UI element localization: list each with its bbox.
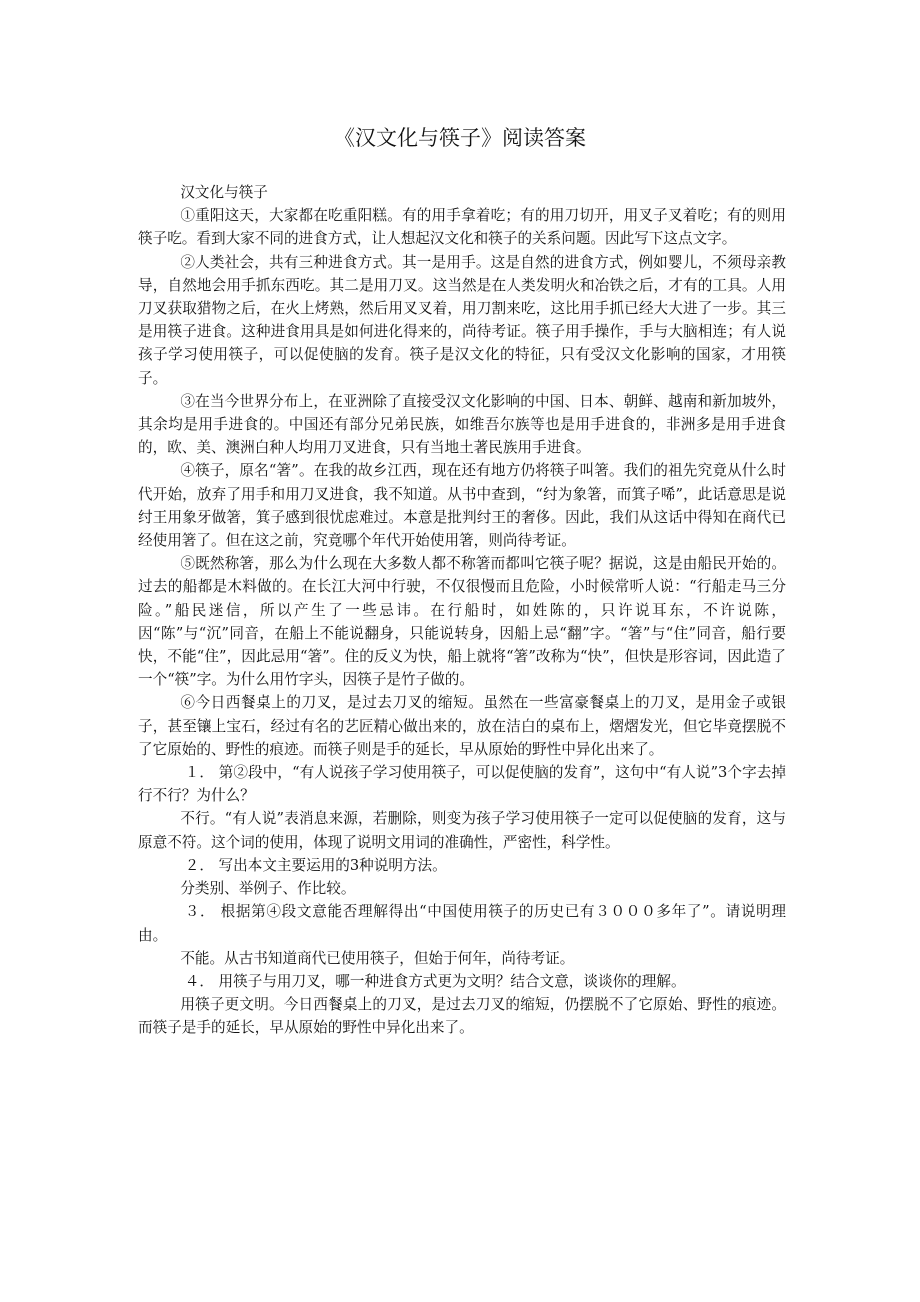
paragraph-5: ⑤既然称箸，那么为什么现在大多数人都不称箸而都叫它筷子呢？据说，这是由船民开始的。过去的船都是木料做的。在长江大河中行驶，不仅很慢而且危险，小时候常听人说：“行船走马三分险。”船民迷信，所以产生了一些忌讳。在行船时，如姓陈的，只许说耳东，不许说陈，因“陈”与“沉”同音，在船上不能说翻身，只能说转身，因船上忌“翻”字。“箸”与“住”同音，船行要快，不能“住”，因此忌用“箸”。住的反义为快，船上就将“箸”改称为“快”，但快是形容词，因此造了一个“筷”字。为什么用竹字头，因筷子是竹子做的。: [138, 555, 786, 689]
document-title: 《汉文化与筷子》阅读答案: [334, 126, 586, 150]
paragraph-1: ①重阳这天，大家都在吃重阳糕。有的用手拿着吃；有的用刀切开，用叉子叉着吃；有的则用筷子吃。看到大家不同的进食方式，让人想起汉文化和筷子的关系问题。因此写下这点文字。: [138, 207, 786, 248]
paragraph-4: ④筷子，原名“箸”。在我的故乡江西，现在还有地方仍将筷子叫箸。我们的祖先究竟从什么时代开始，放弃了用手和用刀叉进食，我不知道。从书中查到，“纣为象箸，而箕子唏”，此话意思是说纣王用象牙做箸，箕子感到很忧虑难过。本意是批判纣王的奢侈。因此，我们从这话中得知在商代已经使用箸了。但在这之前，究竟哪个年代开始使用箸，则尚待考证。: [138, 462, 786, 550]
paragraph-3: ③在当今世界分布上，在亚洲除了直接受汉文化影响的中国、日本、朝鲜、越南和新加坡外，其余均是用手进食的。中国还有部分兄弟民族，如维吾尔族等也是用手进食的，非洲多是用手进食的，欧、美、澳洲白种人均用刀叉进食，只有当地土著民族用手进食。: [138, 392, 786, 457]
question-3: ３． 根据第④段文意能否理解得出“中国使用筷子的历史已有３０００多年了”。请说明理由。: [138, 903, 786, 944]
answer-2: 分类别、举例子、作比较。: [180, 880, 356, 898]
answer-4: 用筷子更文明。今日西餐桌上的刀叉，是过去刀叉的缩短，仍摆脱不了它原始、野性的痕迹。而筷子是手的延长，早从原始的野性中异化出来了。: [138, 996, 786, 1037]
question-2: ２． 写出本文主要运用的3种说明方法。: [184, 856, 447, 874]
document-body: [138, 181, 786, 1040]
question-1: １． 第②段中，“有人说孩子学习使用筷子，可以促使脑的发育”，这句中“有人说”3个字去掉行不行？为什么？: [138, 764, 786, 805]
question-4: ４． 用筷子与用刀叉，哪一种进食方式更为文明？结合文意，谈谈你的理解。: [184, 972, 686, 990]
article-heading: 汉文化与筷子: [180, 184, 268, 201]
paragraph-6: ⑥今日西餐桌上的刀叉，是过去刀叉的缩短。虽然在一些富豪餐桌上的刀叉，是用金子或银子，甚至镶上宝石，经过有名的艺匠精心做出来的，放在洁白的桌布上，熠熠发光，但它毕竟摆脱不了它原始的、野性的痕迹。而筷子则是手的延长，早从原始的野性中异化出来了。: [138, 694, 786, 758]
paragraph-2: ②人类社会，共有三种进食方式。其一是用手。这是自然的进食方式，例如婴儿，不须母亲教导，自然地会用手抓东西吃。其二是用刀叉。这当然是在人类发明火和冶铁之后，才有的工具。人用刀叉获取猎物之后，在火上烤熟，然后用叉叉着，用刀割来吃，这比用手抓已经大大进了一步。其三是用筷子进食。这种进食用具是如何进化得来的，尚待考证。筷子用手操作，手与大脑相连；有人说孩子学习使用筷子，可以促使脑的发育。筷子是汉文化的特征，只有受汉文化影响的国家，才用筷子。: [138, 253, 786, 387]
answer-3: 不能。从古书知道商代已使用筷子，但始于何年，尚待考证。: [180, 949, 575, 967]
answer-1: 不行。“有人说”表消息来源，若删除，则变为孩子学习使用筷子一定可以促使脑的发育，这与原意不符。这个词的使用，体现了说明文用词的准确性，严密性，科学性。: [138, 810, 786, 851]
